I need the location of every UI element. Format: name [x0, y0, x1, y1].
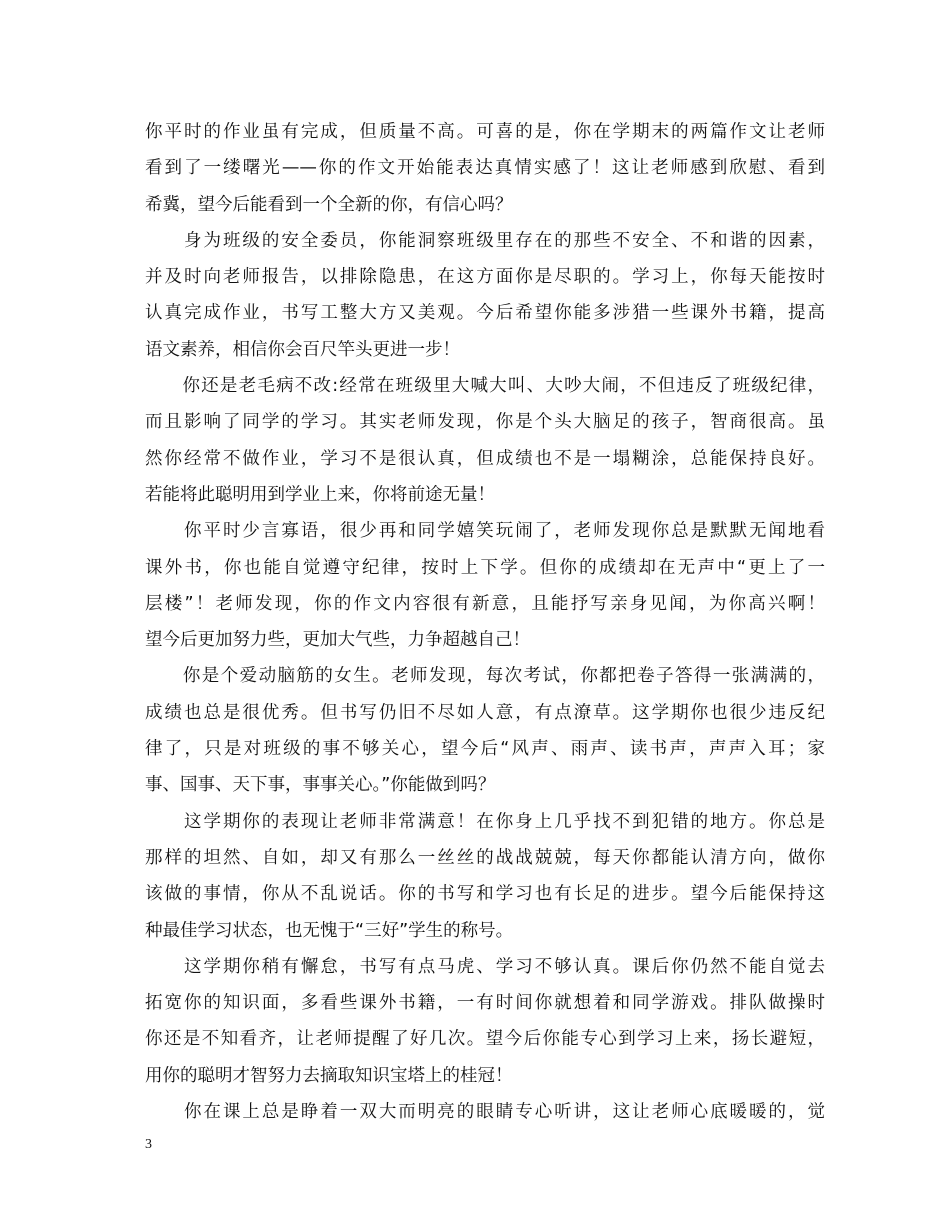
text-line: 希冀，望今后能看到一个全新的你，有信心吗？ [145, 194, 513, 215]
text-line: 种最佳学习状态，也无愧于“三好”学生的称号。 [145, 920, 514, 941]
document-body [145, 114, 825, 1130]
text-line: 望今后更加努力些，更加大气些，力争超越自己！ [145, 630, 530, 651]
text-line: 成绩也总是很优秀。但书写仍旧不尽如人意，有点潦草。这学期你也很少违反纪 [145, 702, 825, 723]
text-line: 你还是不知看齐，让老师提醒了好几次。望今后你能专心到学习上来，扬长避短， [145, 1029, 825, 1050]
text-line: 认真完成作业，书写工整大方又美观。今后希望你能多涉猎一些课外书籍，提高 [145, 303, 825, 324]
text-line: 而且影响了同学的学习。其实老师发现，你是个头大脑足的孩子，智商很高。虽 [145, 412, 825, 433]
text-line: 身为班级的安全委员，你能洞察班级里存在的那些不安全、不和谐的因素， [145, 230, 825, 251]
text-line: 用你的聪明才智努力去摘取知识宝塔上的桂冠！ [145, 1065, 513, 1086]
text-line: 你是个爱动脑筋的女生。老师发现，每次考试，你都把卷子答得一张满满的， [145, 666, 825, 687]
text-line: 课外书，你也能自觉遵守纪律，按时上下学。但你的成绩却在无声中“更上了一 [145, 557, 825, 578]
page-number: 3 [145, 1137, 152, 1152]
text-line: 律了，只是对班级的事不够关心，望今后“风声、雨声、读书声，声声入耳；家 [145, 739, 825, 760]
text-line: 层楼”！老师发现，你的作文内容很有新意，且能抒写亲身见闻，为你高兴啊！ [145, 593, 825, 614]
text-line: 那样的坦然、自如，却又有那么一丝丝的战战兢兢，每天你都能认清方向，做你 [145, 847, 825, 868]
text-line: 你还是老毛病不改:经常在班级里大喊大叫、大吵大闹，不但违反了班级纪律， [145, 376, 825, 397]
text-line: 若能将此聪明用到学业上来，你将前途无量！ [145, 484, 495, 505]
text-line: 并及时向老师报告，以排除隐患，在这方面你是尽职的。学习上，你每天能按时 [145, 267, 825, 288]
text-line: 你平时少言寡语，很少再和同学嬉笑玩闹了，老师发现你总是默默无闻地看 [145, 521, 825, 542]
text-line: 看到了一缕曙光——你的作文开始能表达真情实感了！这让老师感到欣慰、看到 [145, 158, 825, 179]
text-line: 这学期你的表现让老师非常满意！在你身上几乎找不到犯错的地方。你总是 [145, 811, 825, 832]
text-line: 拓宽你的知识面，多看些课外书籍，一有时间你就想着和同学游戏。排队做操时 [145, 993, 825, 1014]
text-line: 你在课上总是睁着一双大而明亮的眼睛专心听讲，这让老师心底暖暖的，觉 [145, 1102, 825, 1123]
text-line: 语文素养，相信你会百尺竿头更进一步！ [145, 339, 460, 360]
text-line: 事、国事、天下事，事事关心。”你能做到吗？ [145, 775, 496, 796]
text-line: 你平时的作业虽有完成，但质量不高。可喜的是，你在学期末的两篇作文让老师 [145, 122, 825, 142]
text-line: 这学期你稍有懈怠，书写有点马虎、学习不够认真。课后你仍然不能自觉去 [145, 956, 825, 977]
text-line: 该做的事情，你从不乱说话。你的书写和学习也有长足的进步。望今后能保持这 [145, 884, 825, 905]
text-line: 然你经常不做作业，学习不是很认真，但成绩也不是一塌糊涂，总能保持良好。 [145, 448, 825, 469]
